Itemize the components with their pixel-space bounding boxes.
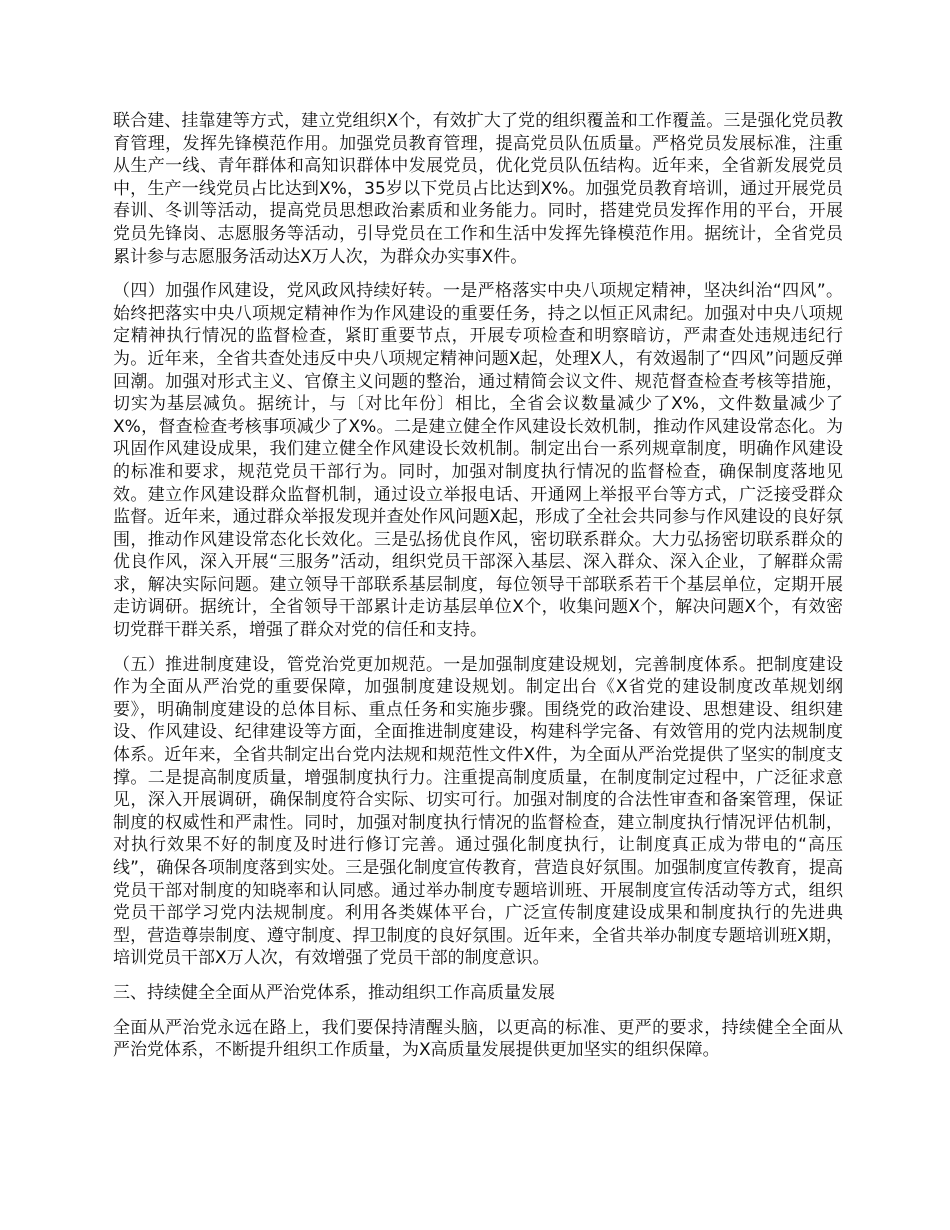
paragraph-institution-building: （五）推进制度建设，管党治党更加规范。一是加强制度建设规划，完善制度体系。把制度建设作为全面从严治党的重要保障，加强制度建设规划。制定出台《X省党的建设制度改革规划纲要》，明确制度建设的总体目标、重点任务和实施步骤。围绕党的政治建设、思想建设、组织建设、作风建设、纪律建设等方面，全面推进制度建设，构建科学完备、有效管用的党内法规制度体系。近年来，全省共制定出台党内法规和规范性文件X件，为全面从严治党提供了坚实的制度支撑。二是提高制度质量，增强制度执行力。注重提高制度质量，在制度制定过程中，广泛征求意见，深入开展调研，确保制度符合实际、切实可行。加强对制度的合法性审查和备案管理，保证制度的权威性和严肃性。同时，加强对制度执行情况的监督检查，建立制度执行情况评估机制，对执行效果不好的制度及时进行修订完善。通过强化制度执行，让制度真正成为带电的“高压线”，确保各项制度落到实处。三是强化制度宣传教育，营造良好氛围。加强制度宣传教育，提高党员干部对制度的知晓率和认同感。通过举办制度专题培训班、开展制度宣传活动等方式，组织党员干部学习党内法规制度。利用各类媒体平台，广泛宣传制度建设成果和制度执行的先进典型，营造尊崇制度、遵守制度、捍卫制度的良好氛围。近年来，全省共举办制度专题培训班X期，培训党员干部X万人次，有效增强了党员干部的制度意识。	[113, 654, 843, 969]
paragraph-section-three-intro: 全面从严治党永远在路上，我们要保持清醒头脑，以更高的标准、更严的要求，持续健全全面从严治党体系，不断提升组织工作质量，为X高质量发展提供更加坚实的组织保障。	[113, 1017, 843, 1061]
document-page	[113, 110, 843, 1074]
section-heading-three: 三、持续健全全面从严治党体系，推动组织工作高质量发展	[113, 982, 555, 1003]
paragraph-party-member-education: 联合建、挂靠建等方式，建立党组织X个，有效扩大了党的组织覆盖和工作覆盖。三是强化党员教育管理，发挥先锋模范作用。加强党员教育管理，提高党员队伍质量。严格党员发展标准，注重从生产一线、青年群体和高知识群体中发展党员，优化党员队伍结构。近年来，全省新发展党员中，生产一线党员占比达到X%，35岁以下党员占比达到X%。加强党员教育培训，通过开展党员春训、冬训等活动，提高党员思想政治素质和业务能力。同时，搭建党员发挥作用的平台，开展党员先锋岗、志愿服务等活动，引导党员在工作和生活中发挥先锋模范作用。据统计，全省党员累计参与志愿服务活动达X万人次，为群众办实事X件。	[113, 111, 843, 267]
paragraph-work-style-building: （四）加强作风建设，党风政风持续好转。一是严格落实中央八项规定精神，坚决纠治“四风”。始终把落实中央八项规定精神作为作风建设的重要任务，持之以恒正风肃纪。加强对中央八项规定精神执行情况的监督检查，紧盯重要节点，开展专项检查和明察暗访，严肃查处违规违纪行为。近年来，全省共查处违反中央八项规定精神问题X起，处理X人，有效遏制了“四风”问题反弹回潮。加强对形式主义、官僚主义问题的整治，通过精简会议文件、规范督查检查考核等措施，切实为基层减负。据统计，与〔对比年份〕相比，全省会议数量减少了X%，文件数量减少了X%，督查检查考核事项减少了X%。二是建立健全作风建设长效机制，推动作风建设常态化。为巩固作风建设成果，我们建立健全作风建设长效机制。制定出台一系列规章制度，明确作风建设的标准和要求，规范党员干部行为。同时，加强对制度执行情况的监督检查，确保制度落地见效。建立作风建设群众监督机制，通过设立举报电话、开通网上举报平台等方式，广泛接受群众监督。近年来，通过群众举报发现并查处作风问题X起，形成了全社会共同参与作风建设的良好氛围，推动作风建设常态化长效化。三是弘扬优良作风，密切联系群众。大力弘扬密切联系群众的优良作风，深入开展“三服务”活动，组织党员干部深入基层、深入群众、深入企业，了解群众需求，解决实际问题。建立领导干部联系基层制度，每位领导干部联系若干个基层单位，定期开展走访调研。据统计，全省领导干部累计走访基层单位X个，收集问题X个，解决问题X个，有效密切党群干群关系，增强了群众对党的信任和支持。	[113, 281, 843, 641]
